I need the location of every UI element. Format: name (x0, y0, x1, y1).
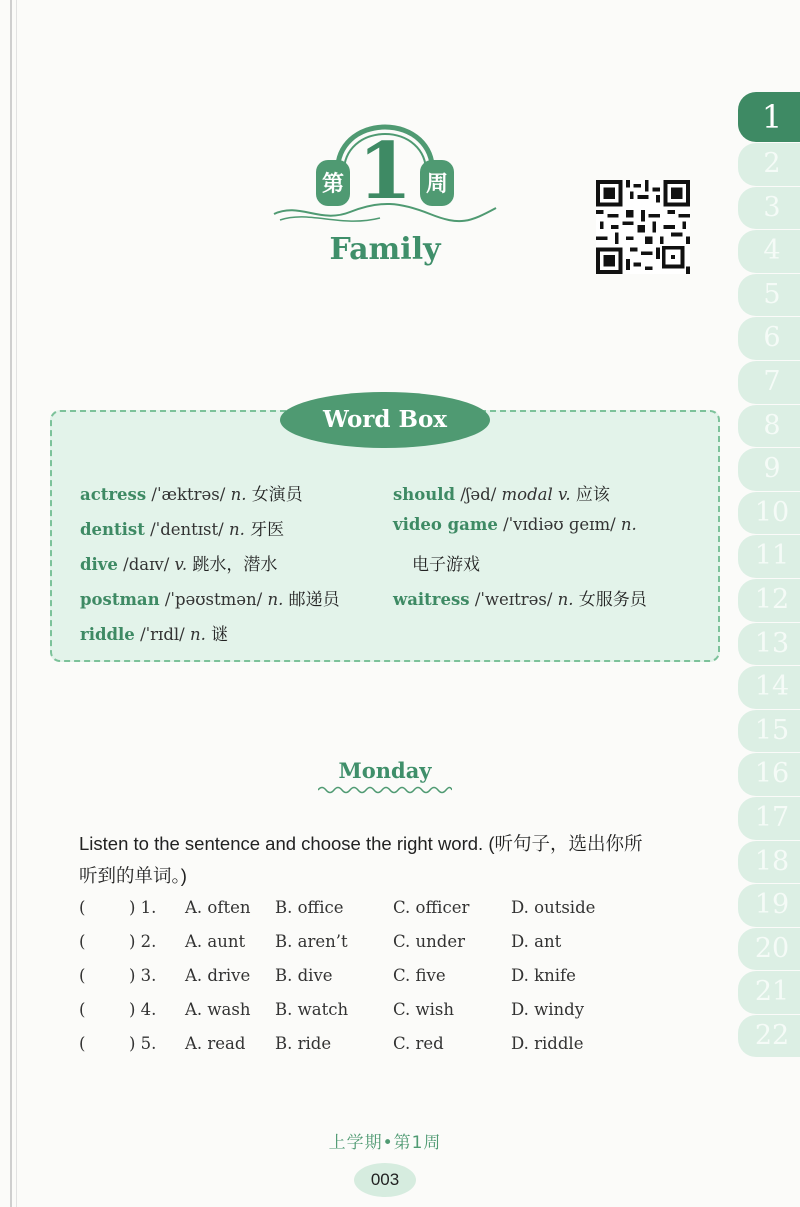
week-tab-11[interactable]: 11 (738, 535, 800, 578)
option-c: C. officer (393, 898, 470, 917)
week-tab-13[interactable]: 13 (738, 623, 800, 666)
option-b: B. dive (275, 966, 333, 985)
vocab-meaning: 女演员 (251, 485, 303, 505)
vocab-pos: n. (620, 515, 637, 534)
week-tab-21[interactable]: 21 (738, 971, 800, 1014)
option-c: C. five (393, 966, 446, 985)
instruction-text (79, 828, 719, 892)
vocab-pos: modal v. (501, 485, 571, 504)
week-prefix: 第 (321, 172, 345, 197)
option-b: B. ride (275, 1034, 332, 1053)
vocab-meaning: 谜 (211, 625, 229, 645)
option-d: D. windy (511, 1000, 585, 1019)
vocab-entry (393, 480, 610, 505)
vocab-meaning: 邮递员 (288, 590, 340, 610)
vocab-entry (80, 620, 228, 645)
question-row (79, 1034, 699, 1064)
page-spine-line (10, 0, 12, 1207)
week-tab-6[interactable]: 6 (738, 317, 800, 360)
question-row (79, 966, 699, 996)
week-tab-18[interactable]: 18 (738, 841, 800, 884)
word-box-title: Word Box (280, 392, 490, 448)
week-tab-17[interactable]: 17 (738, 797, 800, 840)
vocab-word: video game (393, 515, 498, 534)
week-tab-3[interactable]: 3 (738, 187, 800, 230)
week-tab-22[interactable]: 22 (738, 1015, 800, 1058)
week-tab-4[interactable]: 4 (738, 230, 800, 273)
vocab-pos: v. (174, 555, 188, 574)
option-a: A. drive (185, 966, 251, 985)
vocab-pos: n. (189, 625, 206, 644)
vocab-phonetic: /ˈdentɪst/ (150, 520, 224, 539)
option-d: D. ant (511, 932, 562, 951)
option-d: D. riddle (511, 1034, 584, 1053)
vocab-entry (393, 585, 647, 610)
week-tab-16[interactable]: 16 (738, 753, 800, 796)
vocab-entry (80, 480, 303, 505)
vocab-phonetic: /ˈæktrəs/ (151, 485, 226, 504)
vocab-word: actress (80, 485, 147, 504)
option-b: B. watch (275, 1000, 349, 1019)
page-spine-line-inner (16, 0, 17, 1207)
option-c: C. wish (393, 1000, 455, 1019)
wave-divider (318, 785, 452, 795)
vocab-phonetic: /ˈrɪdl/ (140, 625, 185, 644)
option-d: D. knife (511, 966, 576, 985)
answer-bracket[interactable]: ( (79, 1000, 86, 1019)
vocab-word: waitress (393, 590, 470, 609)
option-b: B. aren’t (275, 932, 348, 951)
vocab-meaning: 应该 (575, 485, 610, 505)
vocab-pos: n. (230, 485, 247, 504)
option-c: C. red (393, 1034, 444, 1053)
week-tab-19[interactable]: 19 (738, 884, 800, 927)
vocab-phonetic: /ˈvɪdiəʊ ɡeɪm/ (503, 515, 616, 534)
question-number: ) 4. (129, 1000, 157, 1019)
vocab-word: dentist (80, 520, 145, 539)
vocab-phonetic: /ˈpəʊstmən/ (164, 590, 263, 609)
week-headphone-emblem (270, 90, 500, 230)
vocab-entry (80, 585, 340, 610)
option-c: C. under (393, 932, 465, 951)
week-tab-20[interactable]: 20 (738, 928, 800, 971)
vocab-meaning: 牙医 (250, 520, 285, 540)
week-tab-14[interactable]: 14 (738, 666, 800, 709)
vocab-entry (80, 515, 284, 540)
day-heading: Monday (338, 758, 432, 783)
vocab-meaning: 跳水，潜水 (192, 555, 278, 575)
running-footer: 上学期•第1周 (328, 1133, 442, 1153)
vocab-word: should (393, 485, 456, 504)
option-a: A. aunt (185, 932, 246, 951)
week-tab-15[interactable]: 15 (738, 710, 800, 753)
page-number: 003 (354, 1163, 416, 1197)
week-tab-10[interactable]: 10 (738, 492, 800, 535)
vocab-pos: n. (228, 520, 245, 539)
week-suffix: 周 (425, 172, 449, 197)
option-d: D. outside (511, 898, 596, 917)
vocab-word: riddle (80, 625, 135, 644)
week-tab-1[interactable]: 1 (738, 92, 800, 142)
instruction-line: Listen to the sentence and choose the right word. (听句子，选出你所 (79, 833, 643, 854)
week-number: 1 (357, 126, 413, 217)
question-row (79, 932, 699, 962)
option-a: A. often (185, 898, 251, 917)
question-number: ) 1. (129, 898, 157, 917)
vocab-meaning: 电子游戏 (412, 555, 480, 575)
week-tab-7[interactable]: 7 (738, 361, 800, 404)
instruction-line: 听到的单词。) (79, 865, 187, 886)
question-number: ) 5. (129, 1034, 157, 1053)
unit-title: Family (329, 232, 441, 267)
qr-code-icon[interactable] (596, 180, 690, 274)
question-number: ) 3. (129, 966, 157, 985)
answer-bracket[interactable]: ( (79, 966, 86, 985)
week-tab-5[interactable]: 5 (738, 274, 800, 317)
week-tab-12[interactable]: 12 (738, 579, 800, 622)
vocab-entry (80, 550, 277, 575)
vocab-word: dive (80, 555, 118, 574)
question-row (79, 898, 699, 928)
vocab-entry (393, 515, 637, 534)
answer-bracket[interactable]: ( (79, 1034, 86, 1053)
vocab-phonetic: /daɪv/ (123, 555, 170, 574)
answer-bracket[interactable]: ( (79, 898, 86, 917)
option-a: A. wash (185, 1000, 251, 1019)
week-tab-9[interactable]: 9 (738, 448, 800, 491)
vocab-word: postman (80, 590, 160, 609)
vocab-phonetic: /ˈweɪtrəs/ (474, 590, 553, 609)
week-tab-strip (738, 92, 800, 1058)
question-number: ) 2. (129, 932, 157, 951)
week-tab-8[interactable]: 8 (738, 405, 800, 448)
vocab-meaning: 女服务员 (578, 590, 647, 610)
vocab-pos: n. (557, 590, 574, 609)
vocab-phonetic: /ʃəd/ (460, 485, 497, 504)
option-b: B. office (275, 898, 344, 917)
question-row (79, 1000, 699, 1030)
vocab-pos: n. (267, 590, 284, 609)
week-tab-2[interactable]: 2 (738, 143, 800, 186)
option-a: A. read (185, 1034, 246, 1053)
answer-bracket[interactable]: ( (79, 932, 86, 951)
